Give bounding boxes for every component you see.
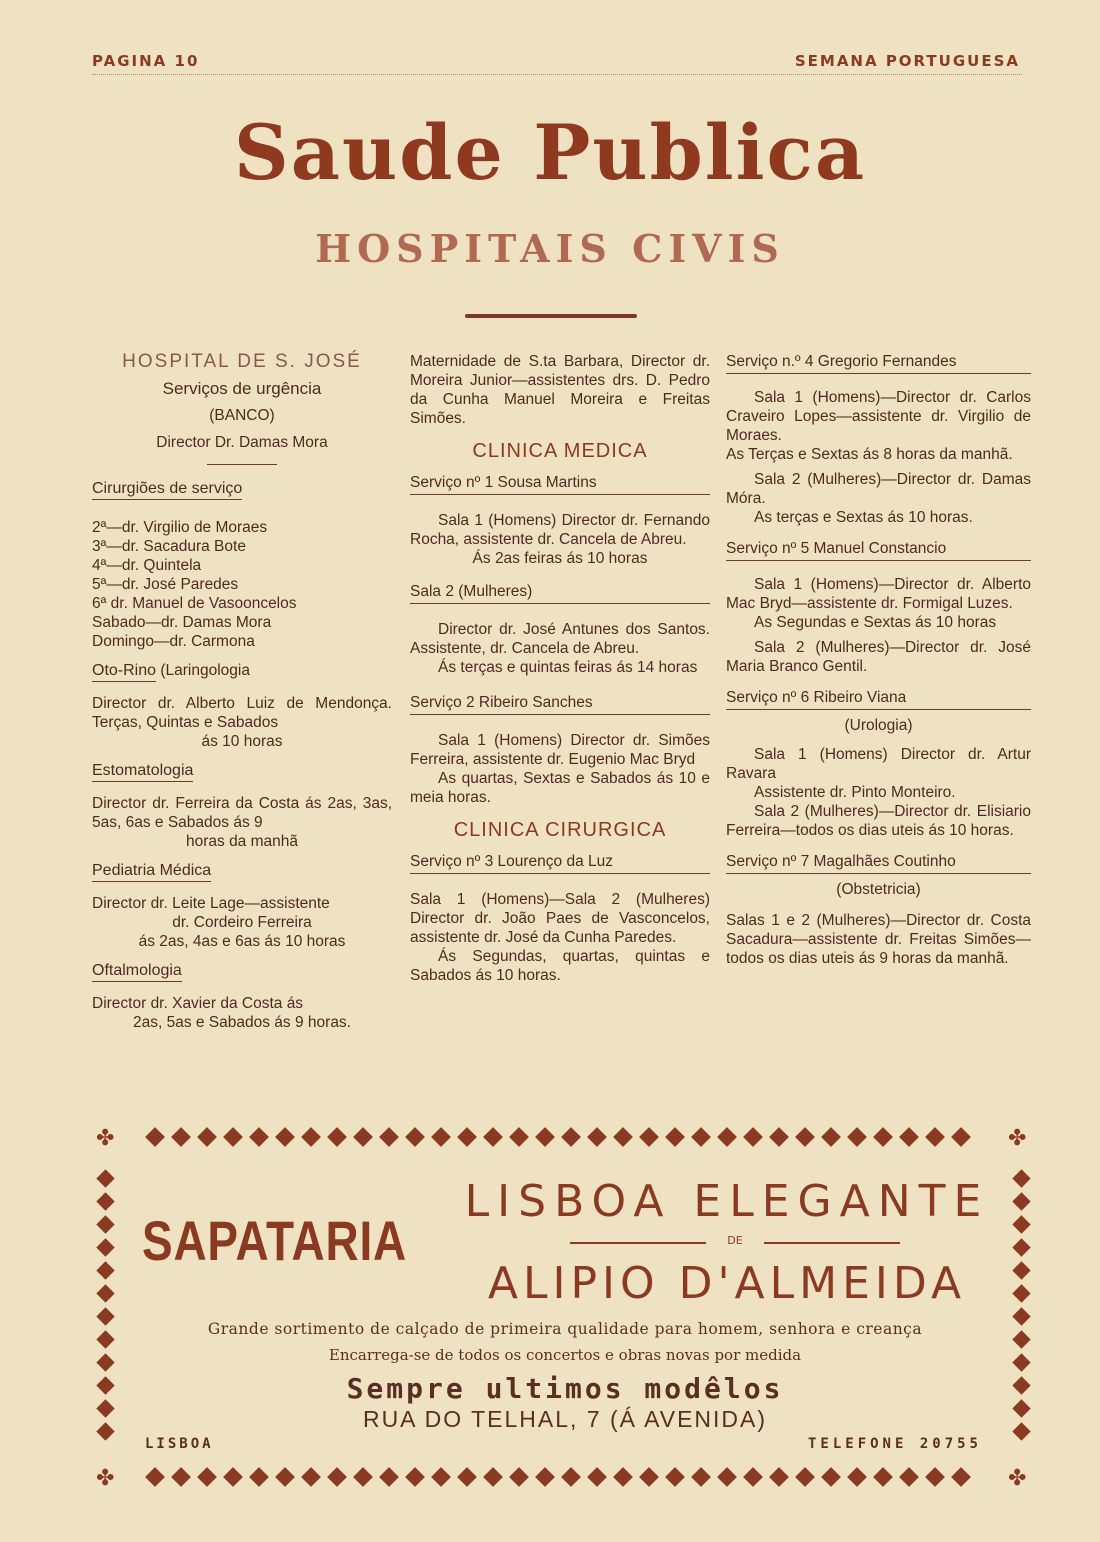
ornament-diamond [301,1127,321,1147]
ornament-diamond [431,1127,451,1147]
pediatrics-text-2: dr. Cordeiro Ferreira [172,914,312,931]
ad-city: LISBOA [145,1436,214,1452]
ornament-diamond [171,1127,191,1147]
ornament-diamond [249,1467,269,1487]
ornament-diamond [197,1127,217,1147]
ornament-diamond [223,1467,243,1487]
header-rule [92,74,1022,75]
ornament-diamond [951,1127,971,1147]
ophthalmology-heading: Oftalmologia [92,961,182,982]
ornament-diamond [587,1467,607,1487]
service-7-heading: Serviço nº 7 Magalhães Coutinho [726,852,1031,874]
service-3-text: Sala 1 (Homens)—Sala 2 (Mulheres) Director dr. João Paes de Vasconcelos, assistente dr. José da Cunha Paredes. [410,891,710,946]
ornament-diamond [96,1192,114,1210]
ornament-diamond [873,1127,893,1147]
ornament-diamond [899,1127,919,1147]
column-3 [726,352,1031,968]
list-item: Sabado—dr. Damas Mora [92,614,272,631]
corner-ornament: ✤ [1008,1126,1027,1151]
ornament-diamond [795,1467,815,1487]
service-5-sala-2: Sala 2 (Mulheres)—Director dr. José Maria Branco Gentil. [726,639,1031,675]
ornament-diamond [96,1422,114,1440]
ornament-diamond [925,1467,945,1487]
ornament-diamond [717,1467,737,1487]
pediatrics-heading: Pediatria Médica [92,861,211,882]
ornament-diamond [1012,1261,1030,1279]
ornament-diamond [1012,1169,1030,1187]
ad-description-2: Encarrega-se de todos os concertos e obras novas por medida [328,1346,802,1364]
esto-heading: Estomatologia [92,761,193,782]
service-2-text: Sala 1 (Homens) Director dr. Simões Ferreira, assistente dr. Eugenio Mac Bryd [410,732,710,768]
ophthalmology-text: Director dr. Xavier da Costa ás [92,995,304,1012]
ornament-diamond [821,1127,841,1147]
service-6-text: Sala 1 (Homens) Director dr. Artur Ravara [726,746,1031,782]
ornament-diamond [665,1467,685,1487]
ornament-diamond [405,1127,425,1147]
ornamental-rule [465,314,637,318]
ornament-diamond [1012,1238,1030,1256]
ornament-diamond [327,1127,347,1147]
service-1-text: Sala 1 (Homens) Director dr. Fernando Rocha, assistente dr. Cancela de Abreu. [410,512,710,548]
oto-subheading: (Laringologia [160,662,250,679]
ornament-diamond [431,1467,451,1487]
director-line: Director Dr. Damas Mora [156,434,328,451]
ornament-diamond [249,1127,269,1147]
ornament-diamond [483,1467,503,1487]
publication-name: SEMANA PORTUGUESA [794,52,1020,70]
service-7-text: Salas 1 e 2 (Mulheres)—Director dr. Costa Sacadura—assistente dr. Freitas Simões—todos os dias uteis ás 9 horas da manhã. [726,912,1031,967]
ornament-diamond [457,1467,477,1487]
ornament-diamond [509,1467,529,1487]
ornament-diamond [96,1399,114,1417]
list-item: 5ª—dr. José Paredes [92,576,239,593]
ad-phone: TELEFONE 20755 [807,1436,982,1452]
ornament-diamond [821,1467,841,1487]
pediatrics-text: Director dr. Leite Lage—assistente [92,895,330,912]
ad-shop-name: LISBOA ELEGANTE [464,1176,990,1227]
ornament-diamond [1012,1284,1030,1302]
ad-address: RUA DO TELHAL, 7 (Á AVENIDA) [362,1406,768,1432]
service-4-heading: Serviço n.º 4 Gregorio Fernandes [726,352,1031,374]
list-item: 4ª—dr. Quintela [92,557,202,574]
ornament-diamond [613,1467,633,1487]
ornament-diamond [535,1467,555,1487]
clinica-cirurgica-heading: CLINICA CIRURGICA [453,819,667,841]
ornament-diamond [96,1284,114,1302]
surgeons-list [92,518,392,651]
ad-description: Grande sortimento de calçado de primeira qualidade para homem, senhora e creança [207,1320,923,1338]
ornament-diamond [1012,1399,1030,1417]
ornament-diamond [96,1261,114,1279]
corner-ornament: ✤ [96,1466,115,1491]
ornament-diamond [301,1467,321,1487]
clinica-medica-heading: CLINICA MEDICA [472,440,648,462]
ornament-diamond [96,1215,114,1233]
service-6-heading: Serviço nº 6 Ribeiro Viana [726,688,1031,710]
service-3-time: Ás Segundas, quartas, quintas e Sabados ás 10 horas. [410,948,710,984]
ornamental-border-top [98,1126,1018,1152]
corner-ornament: ✤ [96,1126,115,1151]
ornament-diamond [899,1467,919,1487]
service-2-heading: Serviço 2 Ribeiro Sanches [410,693,710,715]
ornament-diamond [509,1127,529,1147]
ornament-diamond [769,1127,789,1147]
page-subtitle: HOSPITAIS CIVIS [315,226,785,271]
service-5-heading: Serviço nº 5 Manuel Constancio [726,539,1031,561]
section-heading: Serviços de urgência [162,379,322,398]
esto-text: Director dr. Ferreira da Costa ás 2as, 3as, 5as, 6as e Sabados ás 9 [92,795,392,831]
ornament-diamond [587,1127,607,1147]
ornament-diamond [847,1127,867,1147]
ornament-diamond [613,1127,633,1147]
ornamental-border-right [1012,1172,1032,1450]
service-1-time: Ás 2as feiras ás 10 horas [472,550,648,567]
ornament-diamond [353,1127,373,1147]
ornament-diamond [665,1127,685,1147]
ornament-diamond [873,1467,893,1487]
ornament-diamond [639,1467,659,1487]
oto-text: Director dr. Alberto Luiz de Mendonça. Terças, Quintas e Sabados [92,695,392,731]
ornament-diamond [145,1127,165,1147]
ornament-diamond [1012,1307,1030,1325]
ornament-diamond [275,1467,295,1487]
ornament-diamond [353,1467,373,1487]
service-5-text: Sala 1 (Homens)—Director dr. Alberto Mac Bryd—assistente dr. Formigal Luzes. [726,576,1031,612]
ornamental-border-bottom [98,1466,1018,1492]
esto-time: horas da manhã [185,833,299,850]
ophthalmology-time: 2as, 5as e Sabados ás 9 horas. [132,1014,351,1031]
ornament-diamond [1012,1330,1030,1348]
ornament-diamond [1012,1192,1030,1210]
ornament-diamond [1012,1422,1030,1440]
ornament-diamond [223,1127,243,1147]
ornament-diamond [717,1127,737,1147]
service-4-text: Sala 1 (Homens)—Director dr. Carlos Craveiro Lopes—assistente dr. Virgilio de Moraes. [726,389,1031,444]
ornament-diamond [847,1467,867,1487]
service-4-sala-2-time: As terças e Sextas ás 10 horas. [754,509,973,526]
list-item: Domingo—dr. Carmona [92,633,255,650]
ornament-diamond [96,1353,114,1371]
ornament-diamond [197,1467,217,1487]
sala-2-time: Ás terças e quintas feiras ás 14 horas [438,659,698,676]
ornament-diamond [405,1467,425,1487]
ornament-diamond [691,1127,711,1147]
ornament-diamond [96,1238,114,1256]
service-6-sala-2: Sala 2 (Mulheres)—Director dr. Elisiario Ferreira—todos os dias uteis ás 10 horas. [726,803,1031,839]
ornament-diamond [145,1467,165,1487]
ornament-diamond [96,1307,114,1325]
ornament-diamond [96,1330,114,1348]
list-item: 2ª—dr. Virgilio de Moraes [92,519,268,536]
page-title: Saude Publica [233,108,867,197]
ornament-diamond [561,1127,581,1147]
service-2-time: As quartas, Sextas e Sabados ás 10 e meia horas. [410,770,710,806]
ornament-diamond [951,1467,971,1487]
ornament-diamond [769,1467,789,1487]
service-3-heading: Serviço nº 3 Lourenço da Luz [410,852,710,874]
service-4-sala-2: Sala 2 (Mulheres)—Director dr. Damas Móra. [726,471,1031,507]
hospital-heading: HOSPITAL DE S. JOSÉ [122,351,362,372]
column-2 [410,352,710,985]
ornament-diamond [1012,1215,1030,1233]
oto-time: ás 10 horas [201,733,283,750]
ornament-diamond [561,1467,581,1487]
ornamental-border-left [96,1172,116,1450]
surgeons-heading: Cirurgiões de serviço [92,479,242,500]
service-6-assistant: Assistente dr. Pinto Monteiro. [754,784,956,801]
sala-2-heading: Sala 2 (Mulheres) [410,582,710,604]
list-item: 3ª—dr. Sacadura Bote [92,538,246,555]
service-6-subheading: (Urologia) [844,717,913,734]
ornament-diamond [96,1169,114,1187]
ornament-diamond [743,1467,763,1487]
service-5-time: As Segundas e Sextas ás 10 horas [754,614,997,631]
ornament-diamond [1012,1353,1030,1371]
ornament-diamond [925,1127,945,1147]
ornament-diamond [691,1467,711,1487]
service-4-time: As Terças e Sextas ás 8 horas da manhã. [726,446,1013,463]
ad-sapataria: SAPATARIA [142,1209,408,1272]
ornament-diamond [795,1127,815,1147]
maternity-text: Maternidade de S.ta Barbara, Director dr. Moreira Junior—assistentes drs. D. Pedro da Cunha Manuel Moreira e Freitas Simões. [410,353,710,427]
ornament-diamond [1012,1376,1030,1394]
banco-label: (BANCO) [209,407,275,424]
sala-2-text: Director dr. José Antunes dos Santos. Assistente, dr. Cancela de Abreu. [410,621,710,657]
service-7-subheading: (Obstetricia) [836,881,921,898]
oto-heading: Oto-Rino [92,661,156,682]
ornament-diamond [483,1127,503,1147]
ornament-diamond [171,1467,191,1487]
ornament-diamond [379,1467,399,1487]
column-1 [92,352,392,1032]
page-number: PAGINA 10 [92,52,200,70]
ornament-diamond [275,1127,295,1147]
list-item: 6ª dr. Manuel de Vasooncelos [92,595,297,612]
ad-de: DE [706,1234,764,1247]
ornament-diamond [327,1467,347,1487]
ad-owner-name: ALIPIO D'ALMEIDA [487,1258,967,1309]
corner-ornament: ✤ [1008,1466,1027,1491]
ornament-diamond [639,1127,659,1147]
pediatrics-time: ás 2as, 4as e 6as ás 10 horas [138,933,346,950]
ad-motto: Sempre ultimos modêlos [346,1372,784,1405]
ornament-diamond [457,1127,477,1147]
ornament-diamond [379,1127,399,1147]
ornament-diamond [535,1127,555,1147]
service-1-heading: Serviço nº 1 Sousa Martins [410,473,710,495]
ornament-diamond [96,1376,114,1394]
ornament-diamond [743,1127,763,1147]
